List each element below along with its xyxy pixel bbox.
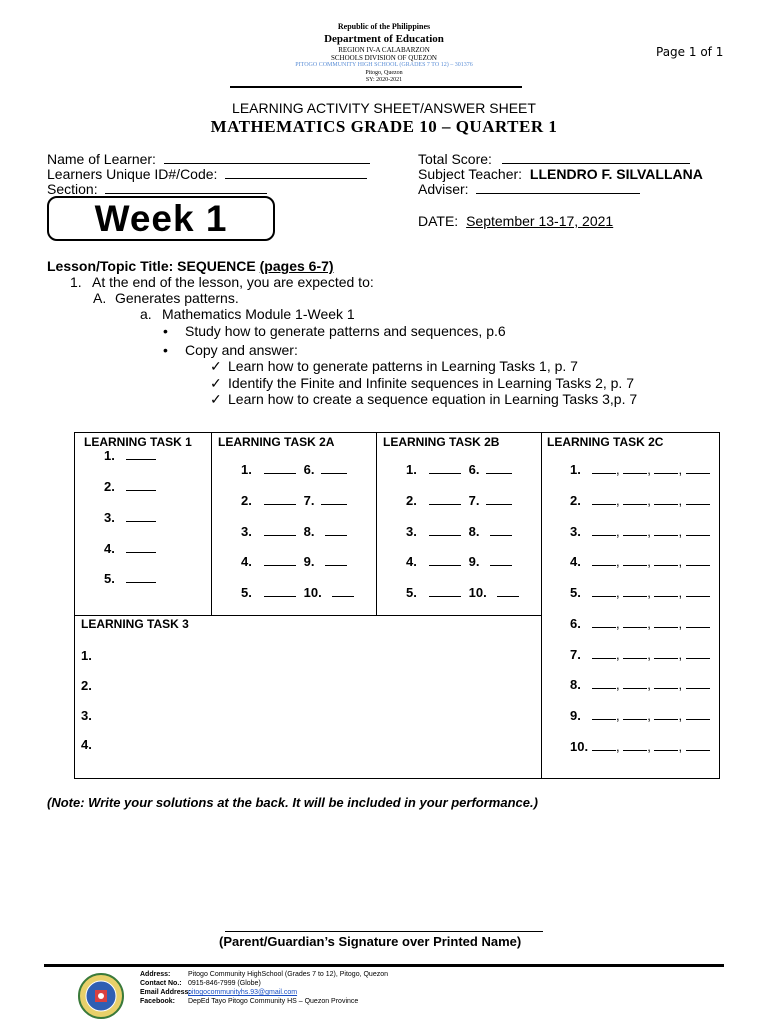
answer-blank[interactable] bbox=[264, 524, 296, 536]
task3-item-number: 4. bbox=[81, 737, 92, 752]
objective-a-lower-text: Mathematics Module 1-Week 1 bbox=[162, 306, 355, 322]
answer-blank[interactable] bbox=[126, 541, 156, 553]
week-label: Week 1 bbox=[94, 198, 228, 239]
date-field bbox=[418, 213, 613, 229]
item-number: 2. bbox=[104, 479, 115, 494]
answer-blank[interactable] bbox=[429, 462, 461, 474]
answer-blank[interactable] bbox=[325, 554, 347, 566]
answer-blank[interactable] bbox=[592, 647, 616, 659]
answer-blank[interactable] bbox=[654, 708, 678, 720]
item-number: 9. bbox=[303, 554, 315, 569]
adviser-field[interactable] bbox=[418, 181, 640, 197]
item-number: 4. bbox=[406, 554, 417, 569]
sheet-title: LEARNING ACTIVITY SHEET/ANSWER SHEET bbox=[232, 100, 536, 116]
answer-blank[interactable] bbox=[264, 493, 296, 505]
answer-blank[interactable] bbox=[592, 677, 616, 689]
sy-line: SY: 2020-2021 bbox=[365, 77, 403, 83]
item-number: 2. bbox=[570, 493, 581, 508]
learner-name-blank[interactable] bbox=[164, 151, 370, 164]
footer-contact-label: Contact No.: bbox=[140, 980, 182, 987]
footer-facebook-value: DepEd Tayo Pitogo Community HS – Quezon Province bbox=[188, 998, 359, 1005]
answer-blank[interactable] bbox=[321, 462, 347, 474]
task2a-row[interactable] bbox=[241, 554, 347, 569]
page-number: Page 1 of 1 bbox=[656, 45, 724, 59]
bullet-icon: • bbox=[163, 323, 168, 339]
task2c-row[interactable]: 2. , , , bbox=[570, 493, 710, 508]
answer-blank[interactable] bbox=[592, 708, 616, 720]
answer-blank[interactable] bbox=[623, 554, 647, 566]
footer-email-link[interactable]: pitogocommunityhs.93@gmail.com bbox=[188, 989, 298, 996]
answer-blank[interactable] bbox=[321, 493, 347, 505]
objective-a-lower-number: a. bbox=[140, 306, 152, 322]
answer-blank[interactable] bbox=[623, 462, 647, 474]
task2c-row[interactable]: 5. , , , bbox=[570, 585, 710, 600]
task2c-row[interactable]: 4. , , , bbox=[570, 554, 710, 569]
answer-blank[interactable] bbox=[126, 448, 156, 460]
task1-item[interactable] bbox=[104, 541, 156, 556]
check-item-3 bbox=[210, 391, 637, 407]
task2a-row[interactable] bbox=[241, 462, 347, 477]
answer-blank[interactable] bbox=[264, 585, 296, 597]
section-field[interactable] bbox=[47, 181, 267, 197]
date-value: September 13-17, 2021 bbox=[466, 213, 614, 229]
item-number: 10. bbox=[570, 739, 589, 754]
answer-blank[interactable] bbox=[686, 677, 710, 689]
total-score-label: Total Score: bbox=[418, 151, 492, 167]
table-divider bbox=[211, 432, 212, 616]
task2b-row[interactable] bbox=[406, 524, 512, 539]
objective-a-upper-number: A. bbox=[93, 290, 107, 306]
item-number: 3. bbox=[570, 524, 581, 539]
learner-id-label: Learners Unique ID#/Code: bbox=[47, 166, 218, 182]
task2c-row[interactable]: 9. , , , bbox=[570, 708, 710, 723]
answer-blank[interactable] bbox=[592, 493, 616, 505]
learner-id-blank[interactable] bbox=[225, 166, 367, 179]
answer-blank[interactable] bbox=[623, 616, 647, 628]
item-number: 6. bbox=[303, 462, 315, 477]
division-line: SCHOOLS DIVISION OF QUEZON bbox=[331, 54, 437, 62]
answer-blank[interactable] bbox=[654, 647, 678, 659]
item-number: 7. bbox=[303, 493, 315, 508]
objective-1-text: At the end of the lesson, you are expected to: bbox=[92, 274, 374, 290]
answer-blank[interactable] bbox=[654, 739, 678, 751]
answer-blank[interactable] bbox=[126, 479, 156, 491]
answer-blank[interactable] bbox=[654, 554, 678, 566]
objective-a-lower bbox=[140, 306, 355, 322]
answer-blank[interactable] bbox=[592, 524, 616, 536]
answer-blank[interactable] bbox=[264, 462, 296, 474]
task2b-row[interactable] bbox=[406, 585, 519, 600]
item-number: 2. bbox=[406, 493, 417, 508]
footer-email-label: Email Address: bbox=[140, 989, 191, 996]
item-number: 1. bbox=[406, 462, 417, 477]
task3-item-number: 3. bbox=[81, 708, 92, 723]
check-item-text: Learn how to create a sequence equation in Learning Tasks 3,p. 7 bbox=[228, 391, 638, 407]
learning-task-2c-header: LEARNING TASK 2C bbox=[547, 435, 664, 449]
week-badge bbox=[47, 196, 275, 241]
answer-blank[interactable] bbox=[592, 554, 616, 566]
table-divider bbox=[376, 432, 377, 616]
answer-blank[interactable] bbox=[654, 524, 678, 536]
objective-a-upper bbox=[93, 290, 239, 306]
answer-blank[interactable] bbox=[497, 585, 519, 597]
table-divider bbox=[541, 432, 542, 779]
task2a-row[interactable] bbox=[241, 493, 347, 508]
task2b-row[interactable] bbox=[406, 554, 512, 569]
answer-blank[interactable] bbox=[623, 585, 647, 597]
learner-name-label: Name of Learner: bbox=[47, 151, 156, 167]
answer-blank[interactable] bbox=[686, 616, 710, 628]
header-rule bbox=[230, 86, 522, 88]
answer-blank[interactable] bbox=[686, 493, 710, 505]
item-number: 6. bbox=[570, 616, 581, 631]
answer-blank[interactable] bbox=[592, 462, 616, 474]
answer-blank[interactable] bbox=[623, 677, 647, 689]
answer-blank[interactable] bbox=[654, 493, 678, 505]
item-number: 4. bbox=[241, 554, 252, 569]
objective-1 bbox=[70, 274, 374, 290]
learner-id-field[interactable] bbox=[47, 166, 367, 182]
bullet-icon: • bbox=[163, 342, 168, 358]
footer-contact-value: 0915-846-7999 (Globe) bbox=[188, 980, 261, 987]
task2a-row[interactable] bbox=[241, 585, 354, 600]
bullet-copy-text: Copy and answer: bbox=[185, 342, 298, 358]
lesson-title bbox=[47, 258, 334, 274]
task2c-row[interactable]: 10. , , , bbox=[570, 739, 710, 754]
footer-facebook-label: Facebook: bbox=[140, 998, 176, 1005]
subject-teacher-label: Subject Teacher: bbox=[418, 166, 523, 182]
answer-blank[interactable] bbox=[623, 708, 647, 720]
answer-blank[interactable] bbox=[686, 647, 710, 659]
answer-blank[interactable] bbox=[654, 677, 678, 689]
answer-blank[interactable] bbox=[623, 493, 647, 505]
task2b-row[interactable] bbox=[406, 462, 512, 477]
item-number: 6. bbox=[468, 462, 480, 477]
answer-blank[interactable] bbox=[686, 739, 710, 751]
adviser-label: Adviser: bbox=[418, 181, 469, 197]
table-divider bbox=[74, 615, 542, 616]
answer-blank[interactable] bbox=[654, 462, 678, 474]
answer-blank[interactable] bbox=[686, 462, 710, 474]
answer-blank[interactable] bbox=[429, 585, 461, 597]
item-number: 1. bbox=[241, 462, 252, 477]
task1-item[interactable] bbox=[104, 571, 156, 586]
answer-blank[interactable] bbox=[490, 524, 512, 536]
task1-item[interactable] bbox=[104, 448, 156, 463]
task2c-row[interactable]: 7. , , , bbox=[570, 647, 710, 662]
answer-blank[interactable] bbox=[264, 554, 296, 566]
task2c-row[interactable]: 8. , , , bbox=[570, 677, 710, 692]
lesson-title-label: Lesson/Topic Title: SEQUENCE bbox=[47, 258, 256, 274]
check-item-1 bbox=[210, 358, 578, 374]
check-item-2 bbox=[210, 375, 634, 391]
checkmark-icon: ✓ bbox=[210, 391, 222, 407]
footer-rule bbox=[44, 964, 724, 967]
learning-task-2b-header: LEARNING TASK 2B bbox=[383, 435, 500, 449]
item-number: 10. bbox=[468, 585, 487, 600]
checkmark-icon: ✓ bbox=[210, 375, 222, 391]
task2c-row[interactable]: 1. , , , bbox=[570, 462, 710, 477]
item-number: 3. bbox=[406, 524, 417, 539]
answer-blank[interactable] bbox=[126, 571, 156, 583]
learning-task-2a-header: LEARNING TASK 2A bbox=[218, 435, 335, 449]
answer-blank[interactable] bbox=[592, 739, 616, 751]
answer-blank[interactable] bbox=[654, 616, 678, 628]
item-number: 9. bbox=[570, 708, 581, 723]
item-number: 7. bbox=[570, 647, 581, 662]
school-seal-icon bbox=[78, 973, 124, 1019]
footer-address bbox=[140, 971, 388, 978]
subject-teacher-value: LLENDRO F. SILVALLANA bbox=[529, 166, 703, 182]
answer-blank[interactable] bbox=[592, 585, 616, 597]
item-number: 7. bbox=[468, 493, 480, 508]
task3-item-number: 2. bbox=[81, 678, 92, 693]
department-line: Department of Education bbox=[324, 33, 444, 45]
item-number: 4. bbox=[570, 554, 581, 569]
answer-blank[interactable] bbox=[654, 585, 678, 597]
task2c-row[interactable]: 3. , , , bbox=[570, 524, 710, 539]
check-item-text: Learn how to generate patterns in Learning Tasks 1, p. 7 bbox=[228, 358, 578, 374]
answer-blank[interactable] bbox=[429, 554, 461, 566]
footer-email bbox=[140, 989, 297, 996]
task1-item[interactable] bbox=[104, 510, 156, 525]
item-number: 5. bbox=[241, 585, 252, 600]
signature-line[interactable] bbox=[225, 931, 543, 932]
item-number: 1. bbox=[104, 448, 115, 463]
school-line: PITOGO COMMUNITY HIGH SCHOOL (GRADES 7 TO 12) – 301376 bbox=[295, 62, 473, 68]
bullet-study bbox=[163, 323, 506, 339]
location-line: Pitogo, Quezon bbox=[365, 70, 403, 76]
signature-caption: (Parent/Guardian’s Signature over Printed Name) bbox=[219, 934, 522, 949]
item-number: 4. bbox=[104, 541, 115, 556]
answer-blank[interactable] bbox=[486, 493, 512, 505]
note-text: (Note: Write your solutions at the back. It will be included in your performance.) bbox=[47, 795, 538, 810]
item-number: 8. bbox=[570, 677, 581, 692]
answer-blank[interactable] bbox=[686, 524, 710, 536]
section-blank[interactable] bbox=[105, 181, 267, 194]
subject-teacher-field bbox=[418, 166, 703, 182]
footer-contact bbox=[140, 980, 261, 987]
task2b-row[interactable] bbox=[406, 493, 512, 508]
date-label: DATE: bbox=[418, 213, 459, 229]
adviser-blank[interactable] bbox=[476, 181, 640, 194]
answer-blank[interactable] bbox=[623, 524, 647, 536]
item-number: 5. bbox=[570, 585, 581, 600]
objective-1-number: 1. bbox=[70, 274, 82, 290]
answer-blank[interactable] bbox=[429, 524, 461, 536]
republic-line: Republic of the Philippines bbox=[337, 22, 431, 31]
item-number: 1. bbox=[570, 462, 581, 477]
answer-blank[interactable] bbox=[592, 616, 616, 628]
answer-blank[interactable] bbox=[490, 554, 512, 566]
learning-task-1-header: LEARNING TASK 1 bbox=[84, 435, 192, 449]
footer-address-value: Pitogo Community HighSchool (Grades 7 to 12), Pitogo, Quezon bbox=[188, 971, 388, 978]
item-number: 8. bbox=[303, 524, 315, 539]
answer-blank[interactable] bbox=[686, 708, 710, 720]
task1-item[interactable] bbox=[104, 479, 156, 494]
answer-blank[interactable] bbox=[325, 524, 347, 536]
task-table bbox=[74, 432, 720, 779]
answer-blank[interactable] bbox=[623, 739, 647, 751]
bullet-study-text: Study how to generate patterns and sequences, p.6 bbox=[185, 323, 506, 339]
task3-item-number: 1. bbox=[81, 648, 92, 663]
answer-blank[interactable] bbox=[429, 493, 461, 505]
item-number: 3. bbox=[241, 524, 252, 539]
region-line: REGION IV-A CALABARZON bbox=[338, 46, 430, 54]
answer-blank[interactable] bbox=[126, 510, 156, 522]
answer-blank[interactable] bbox=[486, 462, 512, 474]
answer-blank[interactable] bbox=[686, 585, 710, 597]
section-label: Section: bbox=[47, 181, 98, 197]
item-number: 9. bbox=[468, 554, 480, 569]
subject-title: MATHEMATICS GRADE 10 – QUARTER 1 bbox=[210, 117, 558, 136]
checkmark-icon: ✓ bbox=[210, 358, 222, 374]
lesson-pages: (pages 6-7) bbox=[259, 258, 334, 274]
task2c-row[interactable]: 6. , , , bbox=[570, 616, 710, 631]
task2a-row[interactable] bbox=[241, 524, 347, 539]
item-number: 8. bbox=[468, 524, 480, 539]
item-number: 3. bbox=[104, 510, 115, 525]
total-score-blank[interactable] bbox=[502, 151, 690, 164]
item-number: 10. bbox=[303, 585, 322, 600]
bullet-copy bbox=[163, 342, 298, 358]
footer-facebook bbox=[140, 998, 358, 1005]
footer-address-label: Address: bbox=[140, 971, 171, 978]
item-number: 2. bbox=[241, 493, 252, 508]
total-score-field[interactable] bbox=[418, 151, 690, 167]
learning-task-3-header: LEARNING TASK 3 bbox=[81, 617, 189, 631]
item-number: 5. bbox=[406, 585, 417, 600]
check-item-text: Identify the Finite and Infinite sequences in Learning Tasks 2, p. 7 bbox=[228, 375, 634, 391]
learner-name-field[interactable] bbox=[47, 151, 370, 167]
item-number: 5. bbox=[104, 571, 115, 586]
objective-a-upper-text: Generates patterns. bbox=[115, 290, 239, 306]
answer-blank[interactable] bbox=[623, 647, 647, 659]
answer-blank[interactable] bbox=[332, 585, 354, 597]
answer-blank[interactable] bbox=[686, 554, 710, 566]
